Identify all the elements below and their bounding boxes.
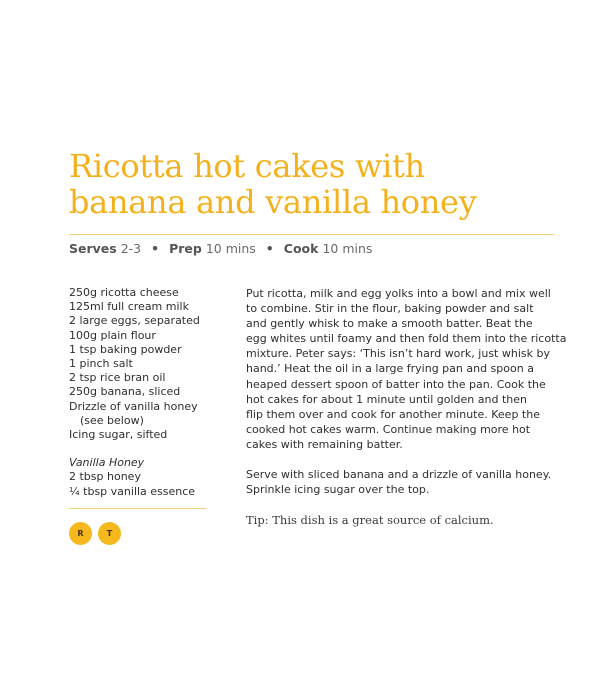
meta-separator: • [265, 241, 274, 256]
title-divider [69, 234, 554, 235]
ingredient-item: (see below) [80, 413, 144, 427]
ingredients-divider [69, 508, 206, 509]
method-paragraph-1 [246, 286, 567, 452]
method-line: egg whites until foamy and then fold them into the ricotta [246, 332, 567, 346]
cook-value: 10 mins [322, 241, 373, 256]
badge-t: T [98, 522, 121, 545]
ingredient-item: 1 pinch salt [69, 357, 133, 371]
ingredients-list [69, 286, 219, 499]
method-line: Put ricotta, milk and egg yolks into a bowl and mix well [246, 287, 551, 300]
ingredient-item: 250g ricotta cheese [69, 286, 179, 299]
method-line: mixture. Peter says: ‘This isn’t hard work, just whisk by [246, 347, 550, 361]
ingredient-item: 1 tsp baking powder [69, 342, 182, 356]
method-paragraph-2 [246, 467, 558, 497]
meta-separator: • [151, 241, 160, 256]
method-text [246, 286, 567, 497]
ingredient-item: 125ml full cream milk [69, 300, 189, 314]
ingredient-item: 250g banana, sliced [69, 385, 181, 399]
sub-recipe-heading: Vanilla Honey [69, 456, 145, 470]
serves-label: Serves [69, 241, 117, 256]
method-line: heaped dessert spoon of batter into the pan. Cook the [246, 377, 546, 391]
method-line: hot cakes for about 1 minute until golden and then [246, 392, 527, 406]
ingredient-item: ¼ tbsp vanilla essence [69, 484, 196, 498]
method-line: to combine. Stir in the flour, baking powder and salt [246, 302, 534, 316]
ingredient-item: 2 large eggs, separated [69, 314, 200, 328]
serves-value: 2-3 [120, 241, 142, 256]
prep-value: 10 mins [205, 241, 256, 256]
recipe-meta [69, 241, 372, 256]
method-line: and gently whisk to make a smooth batter. Beat the [246, 317, 533, 331]
method-line: cakes with remaining batter. [246, 437, 403, 451]
recipe-title-line-2: banana and vanilla honey [69, 183, 477, 221]
prep-label: Prep [169, 241, 202, 256]
method-line: flip them over and cook for another minute. Keep the [246, 407, 540, 421]
diet-badges [69, 522, 121, 545]
badge-r: R [69, 522, 92, 545]
ingredient-item: 2 tbsp honey [69, 470, 141, 484]
cook-label: Cook [283, 241, 319, 256]
ingredient-item: 2 tsp rice bran oil [69, 371, 166, 385]
method-line: cooked hot cakes warm. Continue making more hot [246, 422, 531, 436]
method-line: Serve with sliced banana and a drizzle of vanilla honey. [246, 468, 552, 482]
recipe-title-line-1: Ricotta hot cakes with [69, 147, 425, 185]
recipe-tip: Tip: This dish is a great source of calcium. [246, 513, 494, 527]
recipe-title [69, 148, 559, 220]
method-line: Sprinkle icing sugar over the top. [246, 483, 430, 497]
ingredient-item: Icing sugar, sifted [69, 428, 168, 442]
ingredient-item: 100g plain flour [69, 328, 156, 342]
ingredient-item: Drizzle of vanilla honey [69, 399, 198, 413]
method-line: hand.’ Heat the oil in a large frying pan and spoon a [246, 362, 534, 376]
